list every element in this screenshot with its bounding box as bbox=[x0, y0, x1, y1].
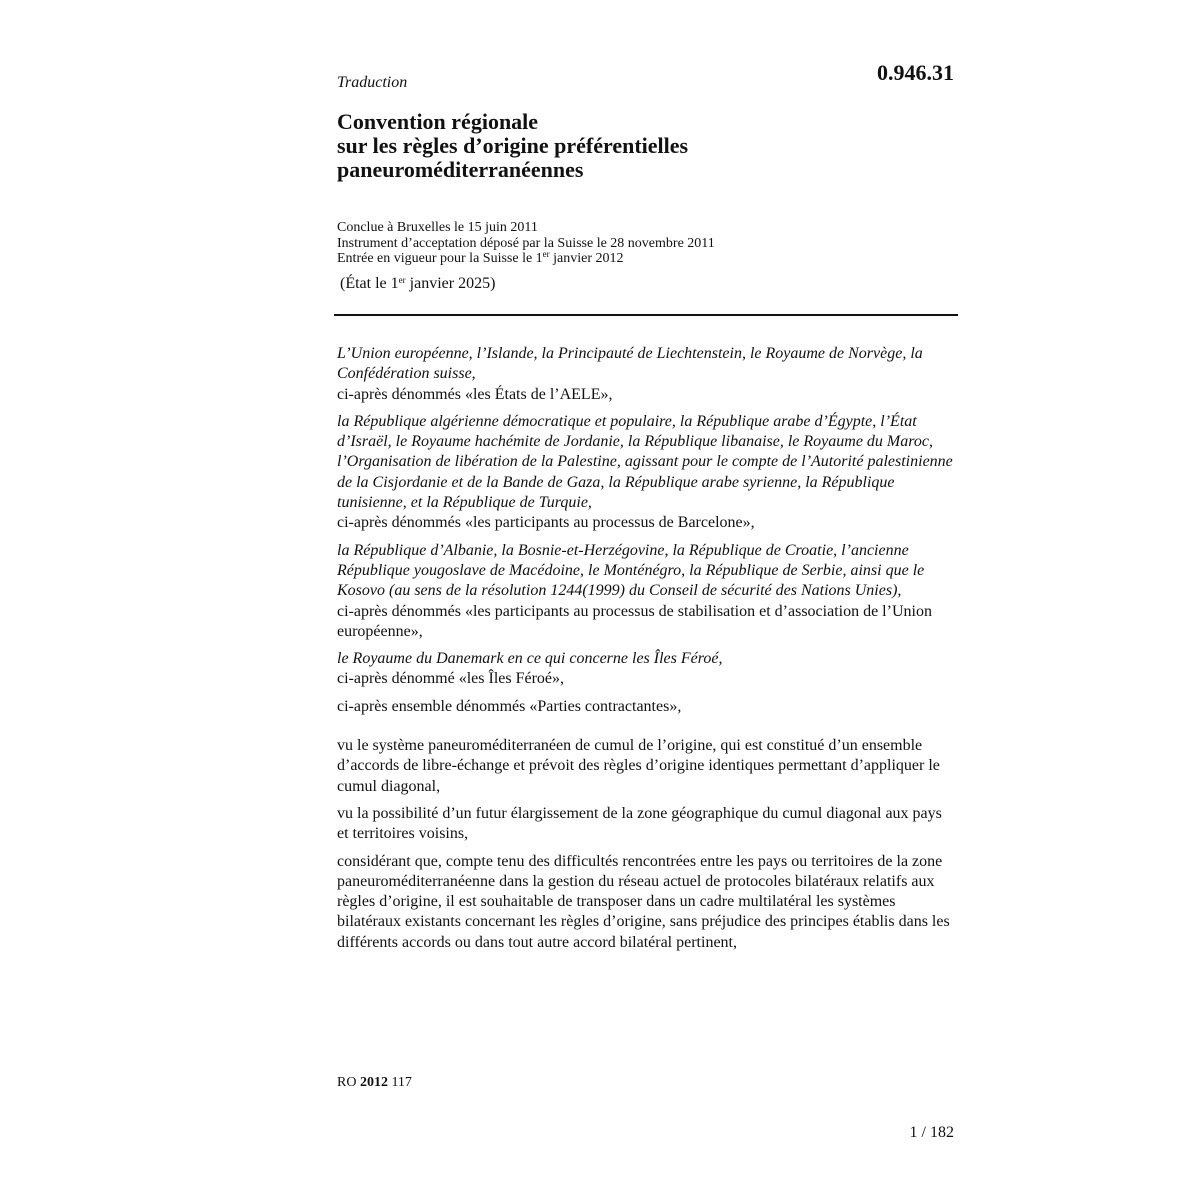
parties-faroe-designation: ci-après dénommé «les Îles Féroé», bbox=[337, 670, 565, 688]
entry-suffix: janvier 2012 bbox=[549, 251, 624, 266]
preamble-paragraph-2 bbox=[337, 412, 954, 534]
parties-barcelona-designation: ci-après dénommés «les participants au processus de Barcelone», bbox=[337, 514, 755, 532]
ro-page: 117 bbox=[391, 1075, 412, 1090]
state-prefix: (État le 1 bbox=[340, 275, 399, 292]
parties-efta-designation: ci-après dénommés «les États de l’AELE», bbox=[337, 385, 613, 403]
state-date bbox=[340, 275, 495, 293]
spacer bbox=[337, 724, 954, 736]
parties-barcelona: la République algérienne démocratique et populaire, la République arabe d’Égypte, l’État d’Israël, le Royaume hachémite de Jordanie, la République libanaise, le Royaume du Maroc, l’Organisation de libération de la Palestine, agissant pour le compte de l’Autorité palestinienne de la Cisjordanie et de la Bande de Gaza, la République arabe syrienne, la République tunisienne, et la République de Turquie, bbox=[337, 412, 953, 512]
page-number: 1 / 182 bbox=[909, 1124, 954, 1141]
state-sup: er bbox=[398, 275, 406, 285]
entry-sup: er bbox=[542, 249, 550, 259]
preamble-paragraph-4 bbox=[337, 649, 954, 690]
translation-label: Traduction bbox=[337, 74, 408, 91]
ro-year: 2012 bbox=[359, 1075, 388, 1090]
entry-prefix: Entrée en vigueur pour la Suisse le 1 bbox=[337, 251, 543, 266]
instrument-deposit: Instrument d’acceptation déposé par la Suisse le 28 novembre 2011 bbox=[337, 235, 715, 251]
preamble bbox=[337, 344, 954, 960]
sr-number: 0.946.31 bbox=[877, 60, 954, 85]
parties-faroe: le Royaume du Danemark en ce qui concerne les Îles Féroé, bbox=[337, 650, 723, 668]
document-metadata bbox=[337, 220, 957, 267]
preamble-paragraph-8: considérant que, compte tenu des difficultés rencontrées entre les pays ou territoires de la zone paneuroméditerranéenne dans la gestion du réseau actuel de protocoles bilatéraux relatifs aux règles d’origine, il est souhaitable de transposer dans un cadre multilatéral les systèmes bilatéraux existants concernant les règles d’origine, sans préjudice des principes établis dans les différents accords ou dans tout autre accord bilatéral pertinent, bbox=[337, 852, 950, 951]
title-line-2: sur les règles d’origine préférentielles bbox=[337, 133, 689, 158]
preamble-paragraph-5: ci-après ensemble dénommés «Parties contractantes», bbox=[337, 697, 682, 715]
concluded-date: Conclue à Bruxelles le 15 juin 2011 bbox=[337, 220, 538, 235]
document-title bbox=[337, 110, 957, 182]
parties-efta: L’Union européenne, l’Islande, la Principauté de Liechtenstein, le Royaume de Norvège, la Confédération suisse, bbox=[337, 345, 923, 383]
entry-into-force bbox=[337, 251, 957, 267]
preamble-paragraph-6: vu le système paneuroméditerranéen de cumul de l’origine, qui est constitué d’un ensemble d’accords de libre-échange et prévoit des règles d’origine identiques permettant d’appliquer le cumul diagonal, bbox=[337, 737, 940, 795]
parties-stabilisation: la République d’Albanie, la Bosnie-et-Herzégovine, la République de Croatie, l’ancienne République yougoslave de Macédoine, le Monténégro, la République de Serbie, ainsi que le Kosovo (au sens de la résolution 1244(1999) du Conseil de sécurité des Nations Unies), bbox=[337, 541, 925, 600]
title-line-1: Convention régionale bbox=[337, 109, 539, 134]
horizontal-rule bbox=[334, 314, 958, 316]
parties-stabilisation-designation: ci-après dénommés «les participants au processus de stabilisation et d’association de l’Union européenne», bbox=[337, 602, 932, 640]
ro-prefix: RO bbox=[337, 1075, 357, 1090]
state-suffix: janvier 2025) bbox=[405, 275, 496, 292]
title-line-3: paneuroméditerranéennes bbox=[337, 157, 584, 182]
ro-reference bbox=[337, 1075, 412, 1091]
preamble-paragraph-1 bbox=[337, 344, 954, 405]
preamble-paragraph-3 bbox=[337, 541, 954, 642]
preamble-paragraph-7: vu la possibilité d’un futur élargissement de la zone géographique du cumul diagonal aux pays et territoires voisins, bbox=[337, 804, 942, 843]
